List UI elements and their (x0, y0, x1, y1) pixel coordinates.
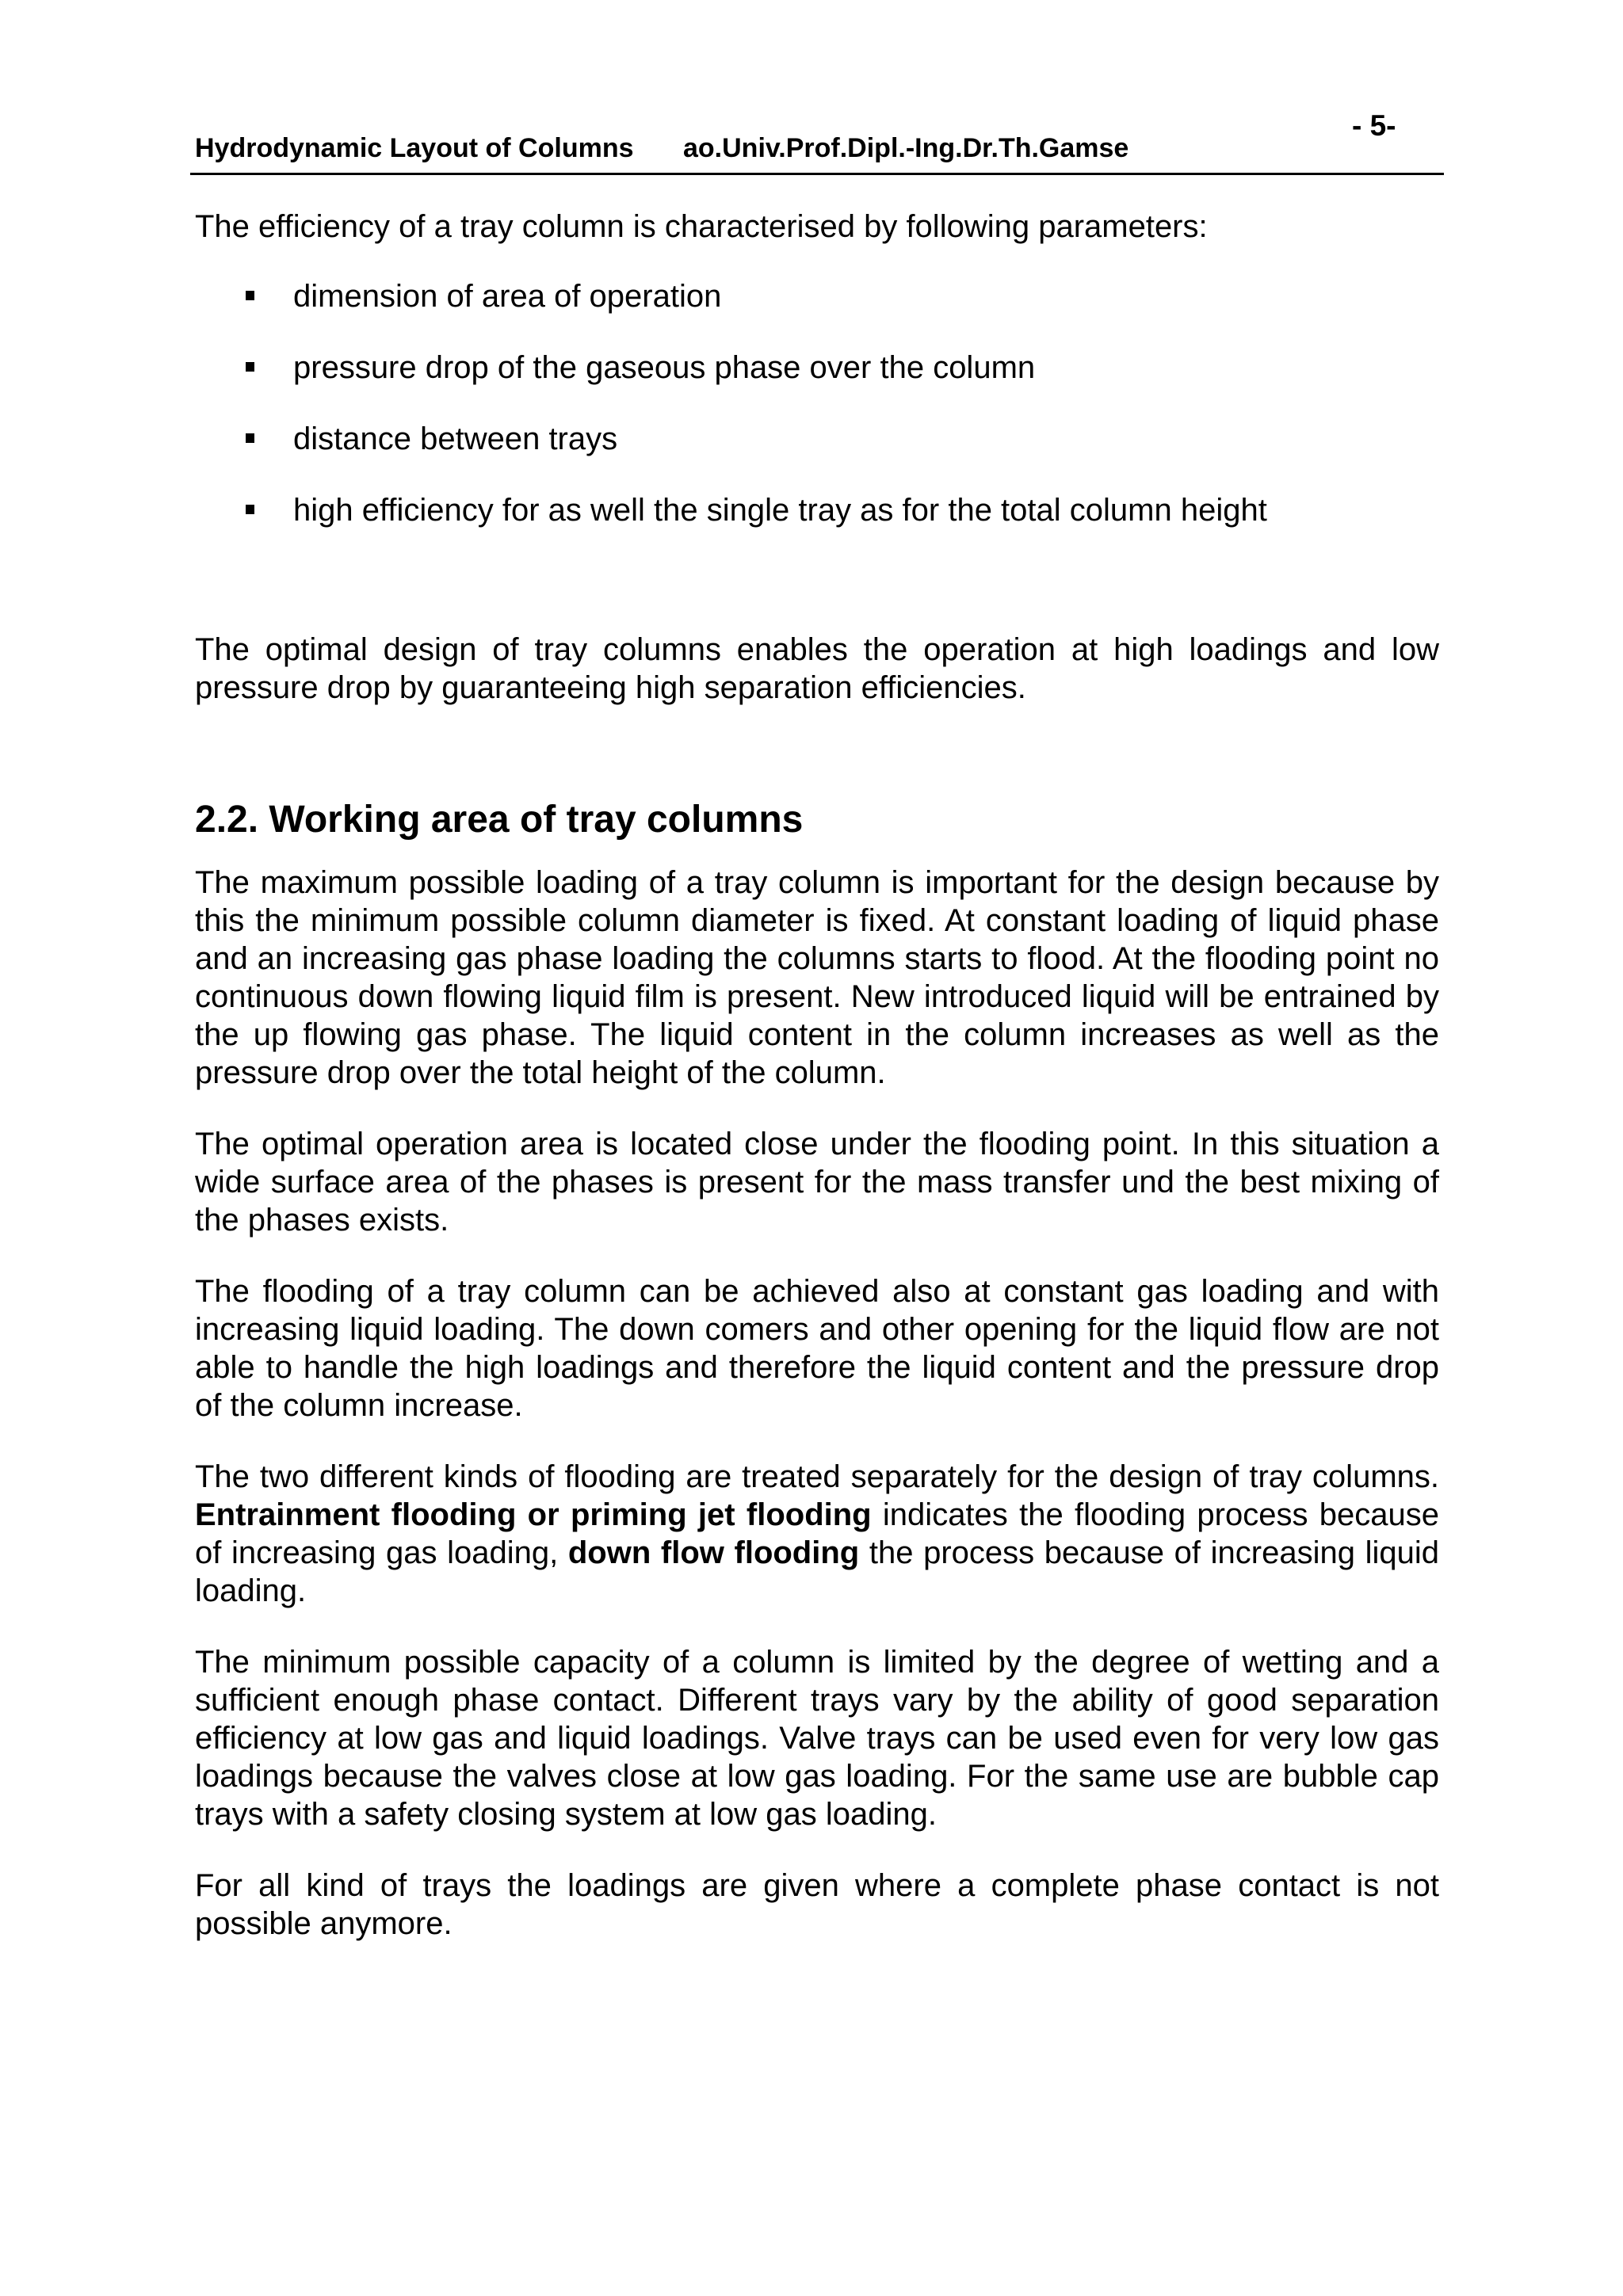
list-item-text: high efficiency for as well the single tray as for the total column height (293, 493, 1267, 528)
text-run: the process because of increasing liquid loading. (195, 1535, 1440, 1608)
list-item (195, 277, 1439, 315)
paragraph-flooding: The flooding of a tray column can be achieved also at constant gas loading and with increasing liquid loading. The down comers and other opening for the liquid flow are not able to handle the high loadings and therefore the liquid content and the pressure drop of the column increase. (195, 1274, 1439, 1423)
list-item-text: pressure drop of the gaseous phase over the column (293, 350, 1036, 385)
parameter-list (195, 277, 1439, 529)
bold-term-down-flow-flooding: down flow flooding (567, 1535, 860, 1570)
bullet-icon (246, 291, 254, 300)
bullet-icon (246, 362, 254, 372)
paragraph-loadings: For all kind of trays the loadings are given where a complete phase contact is not possible anymore. (195, 1868, 1439, 1941)
page-body (195, 208, 1439, 1943)
text-run: The two different kinds of flooding are treated separately for the design of tray columns. (195, 1459, 1439, 1494)
list-item-text: dimension of area of operation (293, 279, 722, 314)
intro-paragraph: The efficiency of a tray column is characterised by following parameters: (195, 209, 1208, 244)
paragraph-minimum-capacity: The minimum possible capacity of a column is limited by the degree of wetting and a sufficient enough phase contact. Different trays vary by the ability of good separation efficiency at low gas and liquid loadings. Valve trays can be used even for very low gas loadings because the valves close at low gas loading. For the same use are bubble cap trays with a safety closing system at low gas loading. (195, 1645, 1439, 1832)
list-item (195, 491, 1439, 529)
list-item-text: distance between trays (293, 421, 618, 456)
author-line: ao.Univ.Prof.Dipl.-Ing.Dr.Th.Gamse (683, 133, 1129, 163)
paragraph-optimal-operation: The optimal operation area is located close under the flooding point. In this situation a wide surface area of the phases is present for the mass transfer und the best mixing of the phases exists. (195, 1127, 1439, 1238)
optimal-design-paragraph: The optimal design of tray columns enables the operation at high loadings and low pressure drop by guaranteeing high separation efficiencies. (195, 632, 1439, 705)
page-header (190, 103, 1444, 175)
paragraph-flooding-kinds (195, 1458, 1439, 1610)
page-number: - 5- (1352, 109, 1396, 142)
bullet-icon (246, 505, 254, 514)
paragraph-maximum-loading: The maximum possible loading of a tray column is important for the design because by this the minimum possible column diameter is fixed. At constant loading of liquid phase and an increasing gas phase loading the columns starts to flood. At the flooding point no continuous down flowing liquid film is present. New introduced liquid will be entrained by the up flowing gas phase. The liquid content in the column increases as well as the pressure drop over the total height of the column. (195, 865, 1439, 1090)
list-item (195, 420, 1439, 458)
text-run: indicates the flooding process because of increasing gas loading, (195, 1497, 1439, 1570)
bullet-icon (246, 433, 254, 443)
document-title: Hydrodynamic Layout of Columns (195, 133, 634, 163)
section-heading: 2.2. Working area of tray columns (195, 799, 804, 841)
list-item (195, 349, 1439, 387)
bold-term-entrainment-flooding: Entrainment flooding or priming jet flooding (195, 1497, 872, 1532)
